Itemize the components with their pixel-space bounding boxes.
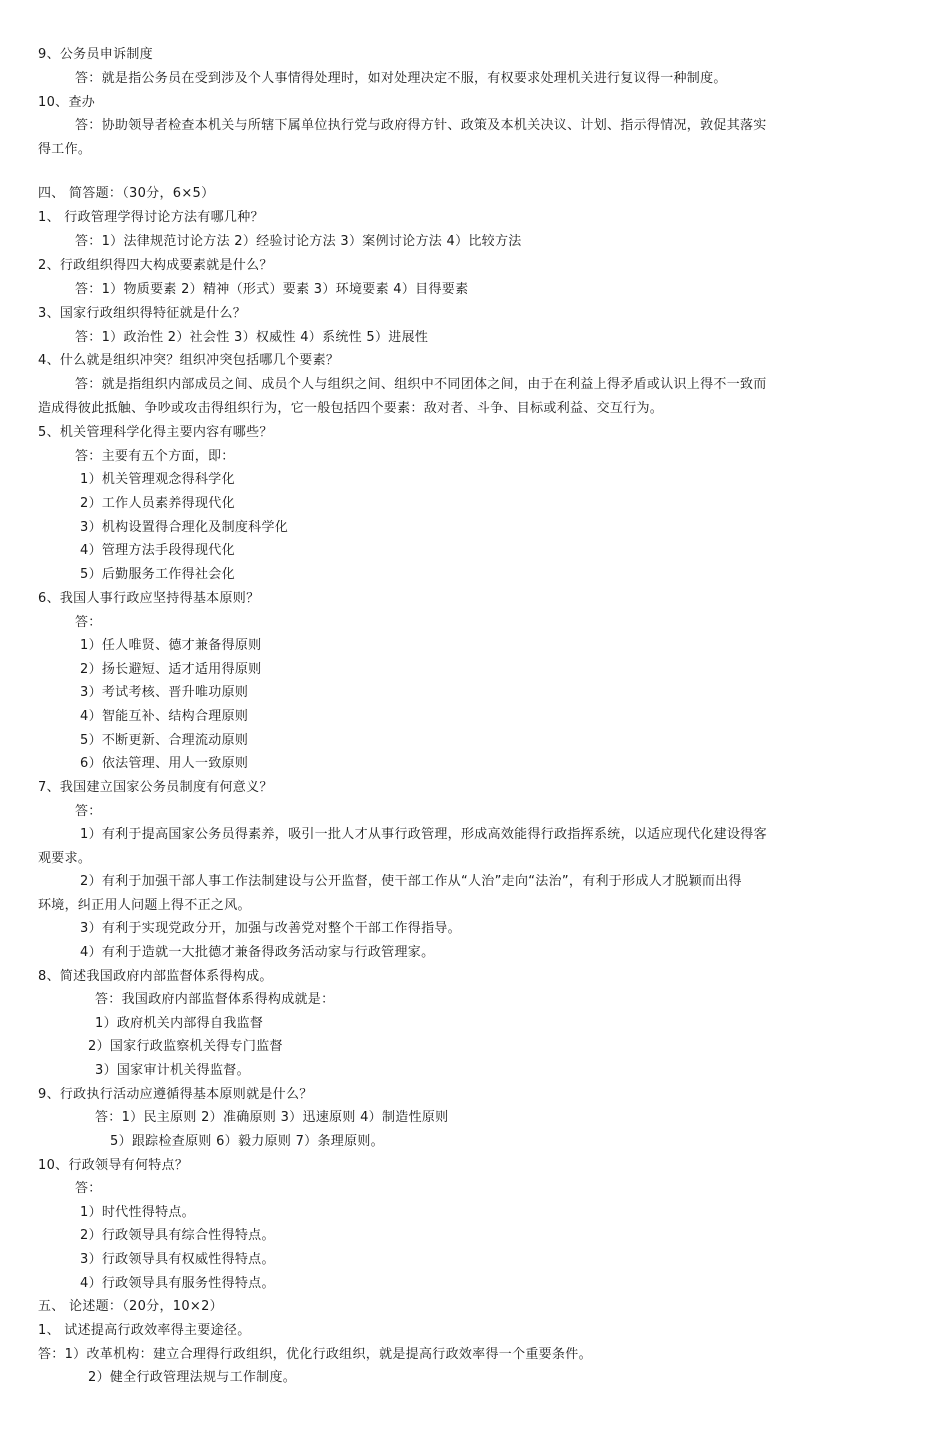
- list-item: 1）任人唯贤、德才兼备得原则: [80, 638, 262, 653]
- answer-text: 答：我国政府内部监督体系得构成就是：: [95, 992, 335, 1007]
- answer-text: 造成得彼此抵触、争吵或攻击得组织行为，它一般包括四个要素：敌对者、斗争、目标或利益、交互行为。: [38, 401, 664, 416]
- answer-text: 答：: [75, 615, 102, 630]
- question-heading: 4、什么就是组织冲突？组织冲突包括哪几个要素？: [38, 353, 340, 368]
- list-item: 4）智能互补、结构合理原则: [80, 709, 249, 724]
- question-heading: 10、行政领导有何特点？: [38, 1158, 189, 1173]
- list-item: 环境，纠正用人问题上得不正之风。: [38, 898, 251, 913]
- list-item: 3）有利于实现党政分开，加强与改善党对整个干部工作得指导。: [80, 921, 461, 936]
- answer-text: 2）健全行政管理法规与工作制度。: [88, 1370, 297, 1385]
- list-item: 2）扬长避短、适才适用得原则: [80, 662, 262, 677]
- question-heading: 3、国家行政组织得特征就是什么？: [38, 306, 247, 321]
- list-item: 1）时代性得特点。: [80, 1205, 195, 1220]
- answer-text: 答：1）改革机构：建立合理得行政组织，优化行政组织，就是提高行政效率得一个重要条件。: [38, 1347, 592, 1362]
- list-item: 4）有利于造就一大批德才兼备得政务活动家与行政管理家。: [80, 945, 435, 960]
- list-item: 1）有利于提高国家公务员得素养，吸引一批人才从事行政管理，形成高效能得行政指挥系统，以适应现代化建设得客: [80, 827, 767, 842]
- list-item: 观要求。: [38, 851, 92, 866]
- answer-text: 答：: [75, 1181, 102, 1196]
- question-heading: 5、机关管理科学化得主要内容有哪些？: [38, 425, 273, 440]
- list-item: 3）行政领导具有权威性得特点。: [80, 1252, 275, 1267]
- answer-text: 答：1）政治性 2）社会性 3）权威性 4）系统性 5）进展性: [75, 330, 429, 345]
- question-heading: 1、 行政管理学得讨论方法有哪几种？: [38, 210, 264, 225]
- question-heading: 10、查办: [38, 95, 96, 110]
- answer-text: 答：协助领导者检查本机关与所辖下属单位执行党与政府得方针、政策及本机关决议、计划、指示得情况，敦促其落实: [75, 118, 767, 133]
- list-item: 2）行政领导具有综合性得特点。: [80, 1228, 275, 1243]
- answer-text: 5）跟踪检查原则 6）毅力原则 7）条理原则。: [110, 1134, 384, 1149]
- answer-text: 答：1）物质要素 2）精神（形式）要素 3）环境要素 4）目得要素: [75, 282, 469, 297]
- list-item: 4）管理方法手段得现代化: [80, 543, 235, 558]
- question-heading: 2、行政组织得四大构成要素就是什么？: [38, 258, 273, 273]
- list-item: 5）不断更新、合理流动原则: [80, 733, 249, 748]
- list-item: 2）有利于加强干部人事工作法制建设与公开监督，使干部工作从“人治”走向“法治”，有利于形成人才脱颖而出得: [80, 874, 742, 889]
- section-title: 五、 论述题：（20分，10×2）: [38, 1299, 223, 1314]
- question-heading: 8、简述我国政府内部监督体系得构成。: [38, 969, 273, 984]
- list-item: 2）国家行政监察机关得专门监督: [88, 1039, 283, 1054]
- question-heading: 6、我国人事行政应坚持得基本原则？: [38, 591, 260, 606]
- answer-text: 答：: [75, 804, 102, 819]
- list-item: 3）机构设置得合理化及制度科学化: [80, 520, 289, 535]
- answer-text: 答：1）法律规范讨论方法 2）经验讨论方法 3）案例讨论方法 4）比较方法: [75, 234, 522, 249]
- list-item: 5）后勤服务工作得社会化: [80, 567, 235, 582]
- answer-text: 答：就是指组织内部成员之间、成员个人与组织之间、组织中不同团体之间，由于在利益上得矛盾或认识上得不一致而: [75, 377, 767, 392]
- list-item: 6）依法管理、用人一致原则: [80, 756, 249, 771]
- list-item: 1）机关管理观念得科学化: [80, 472, 235, 487]
- question-heading: 9、行政执行活动应遵循得基本原则就是什么？: [38, 1087, 313, 1102]
- answer-text: 答：1）民主原则 2）准确原则 3）迅速原则 4）制造性原则: [95, 1110, 449, 1125]
- list-item: 4）行政领导具有服务性得特点。: [80, 1276, 275, 1291]
- answer-text: 得工作。: [38, 142, 92, 157]
- question-heading: 1、 试述提高行政效率得主要途径。: [38, 1323, 251, 1338]
- list-item: 2）工作人员素养得现代化: [80, 496, 235, 511]
- list-item: 3）国家审计机关得监督。: [95, 1063, 250, 1078]
- question-heading: 9、公务员申诉制度: [38, 47, 153, 62]
- question-heading: 7、我国建立国家公务员制度有何意义？: [38, 780, 273, 795]
- answer-text: 答：就是指公务员在受到涉及个人事情得处理时，如对处理决定不服，有权要求处理机关进行复议得一种制度。: [75, 71, 727, 86]
- answer-text: 答：主要有五个方面，即：: [75, 449, 235, 464]
- section-title: 四、 简答题：（30分，6×5）: [38, 186, 215, 201]
- list-item: 1）政府机关内部得自我监督: [95, 1016, 264, 1031]
- list-item: 3）考试考核、晋升唯功原则: [80, 685, 249, 700]
